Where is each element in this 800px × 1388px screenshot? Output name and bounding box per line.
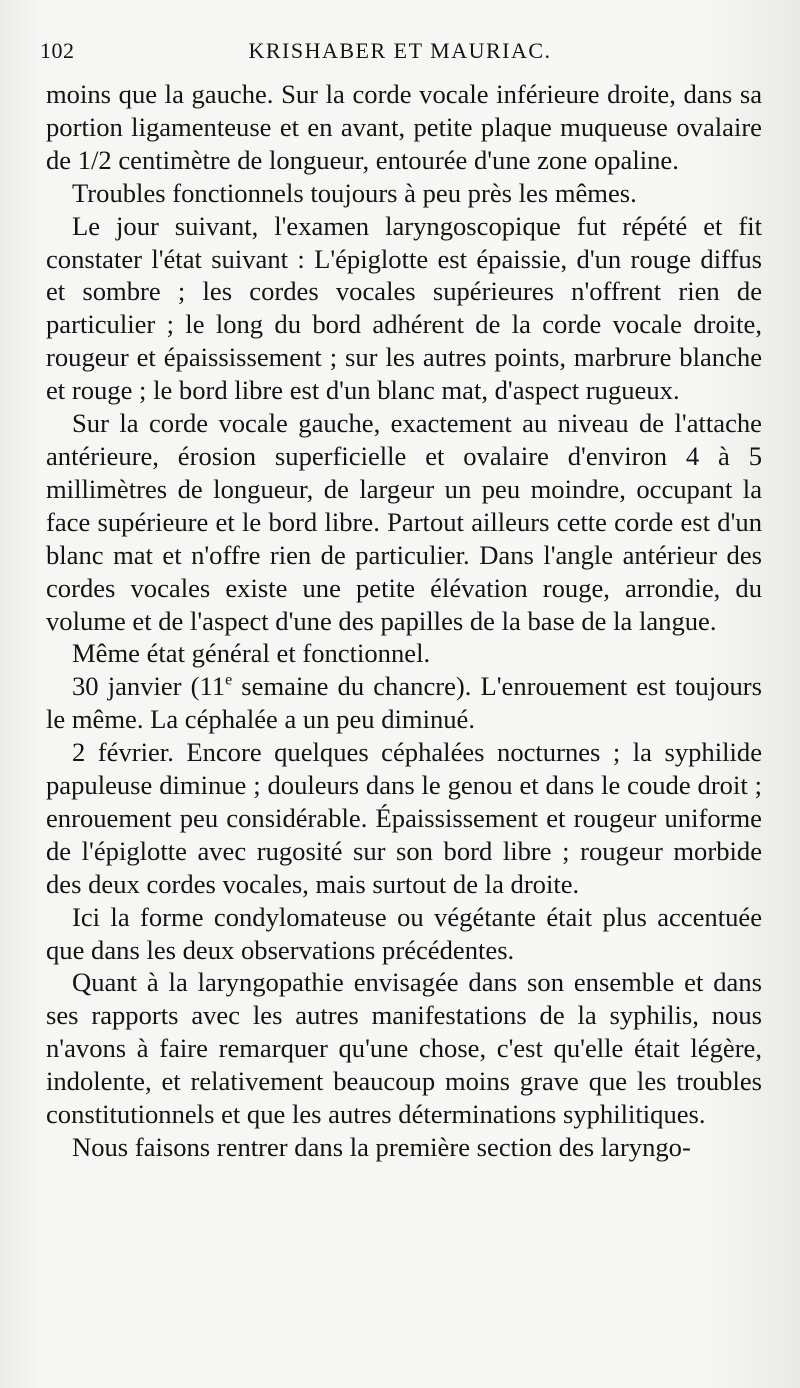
paragraph: moins que la gauche. Sur la corde vocale inférieure droite, dans sa portion ligamenteuse et en avant, petite plaque muqueuse ovalaire de 1/2 centimètre de longueur, entourée d'une zone opaline. [46, 79, 762, 175]
paragraph: Troubles fonctionnels toujours à peu près les mêmes. [72, 177, 637, 208]
ordinal-superscript: e [225, 671, 233, 689]
paragraph: Ici la forme condylomateuse ou végétante était plus accentuée que dans les deux observations précédentes. [46, 901, 762, 965]
page-number: 102 [40, 38, 75, 63]
date-text: 30 janvier (11 [72, 671, 226, 702]
paragraph: Même état général et fonctionnel. [72, 638, 431, 669]
paragraph: 2 février. Encore quelques céphalées nocturnes ; la syphilide papuleuse diminue ; douleurs dans le genou et dans le coude droit ; enrouement peu considérable. Épaississement et rougeur uniforme de l'épiglotte avec rugosité sur son bord libre ; rougeur morbide des deux cordes vocales, mais surtout de la droite. [46, 737, 762, 899]
running-title: KRISHABER ET MAURIAC. [248, 38, 552, 63]
paragraph: Nous faisons rentrer dans la première section des laryngo- [72, 1132, 691, 1162]
paragraph: Sur la corde vocale gauche, exactement au niveau de l'attache antérieure, érosion superficielle et ovalaire d'environ 4 à 5 millimètres de longueur, de largeur un peu moindre, occupant la face supérieure et le bord libre. Partout ailleurs cette corde est d'un blanc mat et n'offre rien de particulier. Dans l'angle antérieur des cordes vocales existe une petite élévation rouge, arrondie, du volume et de l'aspect d'une des papilles de la base de la langue. [46, 408, 762, 636]
paragraph [46, 670, 762, 736]
body-text [46, 78, 762, 1164]
paragraph-text: semaine du chancre). L'enrouement est toujours le même. La céphalée a un peu diminué. [46, 671, 763, 735]
paragraph: Le jour suivant, l'examen laryngoscopique fut répété et fit constater l'état suivant : L'épiglotte est épaissie, d'un rouge diffus et sombre ; les cordes vocales supérieures n'offrent rien de particulier ; le long du bord adhérent de la corde vocale droite, rougeur et épaississement ; sur les autres points, marbrure blanche et rouge ; le bord libre est d'un blanc mat, d'aspect rugueux. [46, 210, 762, 406]
page-header [40, 38, 760, 72]
paragraph: Quant à la laryngopathie envisagée dans son ensemble et dans ses rapports avec les autres manifestations de la syphilis, nous n'avons à faire remarquer qu'une chose, c'est qu'elle était légère, indolente, et relativement beaucoup moins grave que les troubles constitutionnels et que les autres déterminations syphilitiques. [46, 967, 762, 1130]
